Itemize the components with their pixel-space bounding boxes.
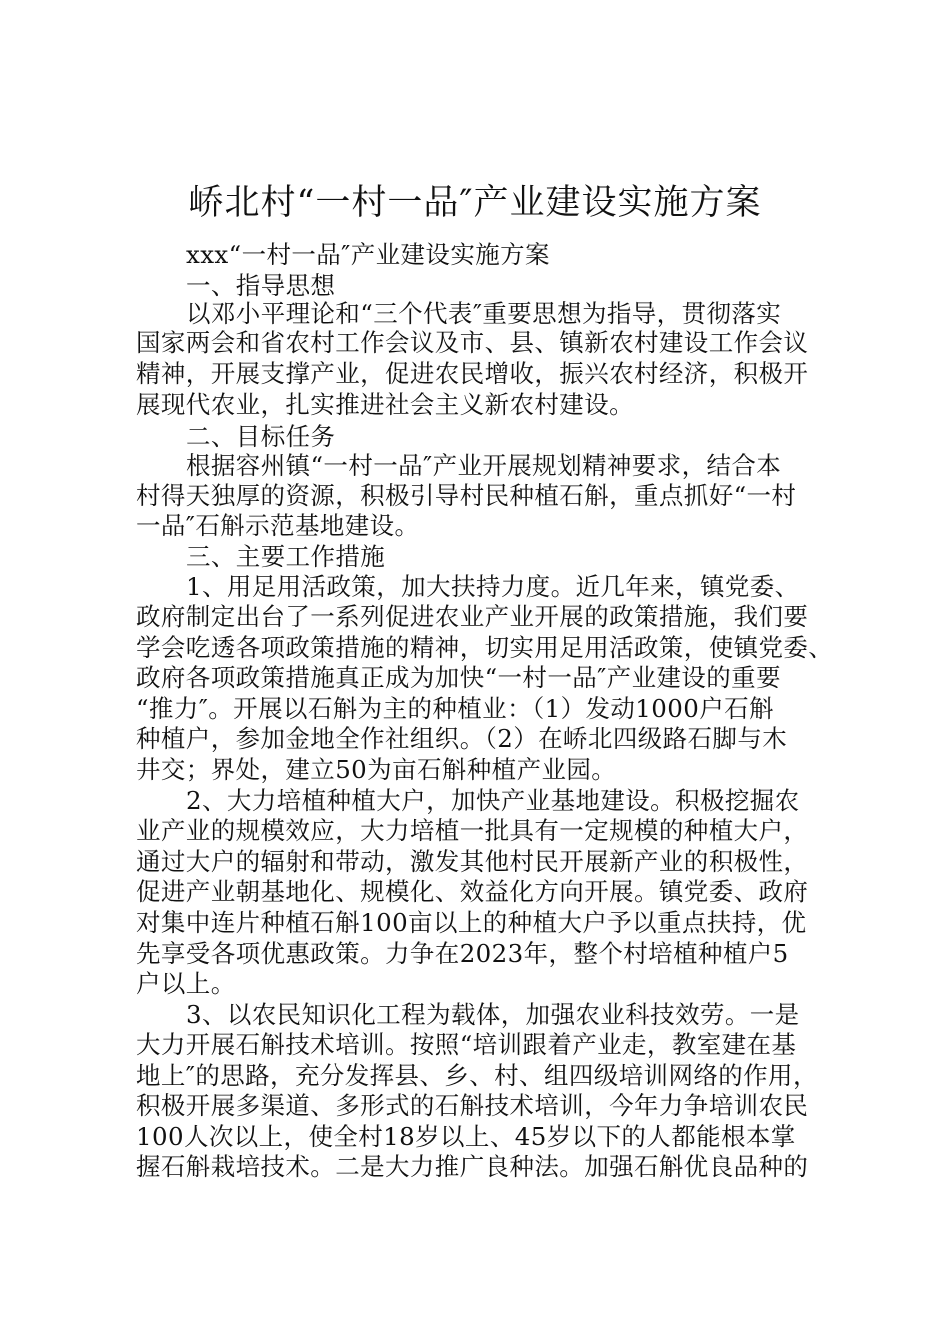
- body-line: 一品″石斛示范基地建设。: [136, 511, 420, 540]
- body-line: 村得天独厚的资源，积极引导村民种植石斛，重点抓好“一村: [136, 481, 797, 510]
- body-line: 通过大户的辐射和带动，激发其他村民开展新产业的积极性，: [136, 847, 809, 876]
- body-line: 促进产业朝基地化、规模化、效益化方向开展。镇党委、政府: [136, 877, 809, 906]
- body-line: 3、以农民知识化工程为载体，加强农业科技效劳。一是: [186, 1000, 800, 1029]
- body-line: 业产业的规模效应，大力培植一批具有一定规模的种植大户，: [136, 816, 809, 845]
- body-line: 地上″的思路，充分发挥县、乡、村、组四级培训网络的作用，: [136, 1061, 818, 1090]
- body-line: 种植户，参加金地全作社组织。（2）在峤北四级路石脚与木: [136, 724, 788, 753]
- body-line: “推力″。开展以石斛为主的种植业：（1）发动1000户石斛: [136, 694, 774, 723]
- body-line: 握石斛栽培技术。二是大力推广良种法。加强石斛优良品种的: [136, 1152, 809, 1181]
- body-line: 政府制定出台了一系列促进农业产业开展的政策措施，我们要: [136, 602, 809, 631]
- body-line: xxx“一村一品″产业建设实施方案: [186, 240, 550, 269]
- document-title: 峤北村“一村一品″产业建设实施方案: [188, 183, 762, 223]
- body-line: 根据容州镇“一村一品″产业开展规划精神要求，结合本: [186, 451, 782, 480]
- body-line: 学会吃透各项政策措施的精神，切实用足用活政策，使镇党委、: [136, 633, 834, 662]
- body-line: 100人次以上，使全村18岁以上、45岁以下的人都能根本掌: [136, 1122, 796, 1151]
- section-heading: 三、主要工作措施: [186, 542, 386, 571]
- section-heading: 二、目标任务: [186, 422, 336, 451]
- body-line: 大力开展石斛技术培训。按照“培训跟着产业走，教室建在基: [136, 1030, 797, 1059]
- body-line: 对集中连片种植石斛100亩以上的种植大户予以重点扶持，优: [136, 908, 807, 937]
- body-line: 精神，开展支撑产业，促进农民增收，振兴农村经济，积极开: [136, 359, 809, 388]
- body-line: 户以上。: [136, 969, 236, 998]
- body-line: 井交；界处，建立50为亩石斛种植产业园。: [136, 755, 617, 784]
- body-line: 1、用足用活政策，加大扶持力度。近几年来，镇党委、: [186, 572, 800, 601]
- body-line: 积极开展多渠道、多形式的石斛技术培训，今年力争培训农民: [136, 1091, 809, 1120]
- body-line: 展现代农业，扎实推进社会主义新农村建设。: [136, 390, 634, 419]
- body-line: 2、大力培植种植大户，加快产业基地建设。积极挖掘农: [186, 786, 800, 815]
- body-line: 先享受各项优惠政策。力争在2023年，整个村培植种植户5: [136, 939, 789, 968]
- body-line: 政府各项政策措施真正成为加快“一村一品″产业建设的重要: [136, 663, 781, 692]
- body-line: 国家两会和省农村工作会议及市、县、镇新农村建设工作会议: [136, 328, 809, 357]
- body-line: 以邓小平理论和“三个代表″重要思想为指导，贯彻落实: [186, 299, 782, 328]
- section-heading: 一、指导思想: [186, 271, 336, 300]
